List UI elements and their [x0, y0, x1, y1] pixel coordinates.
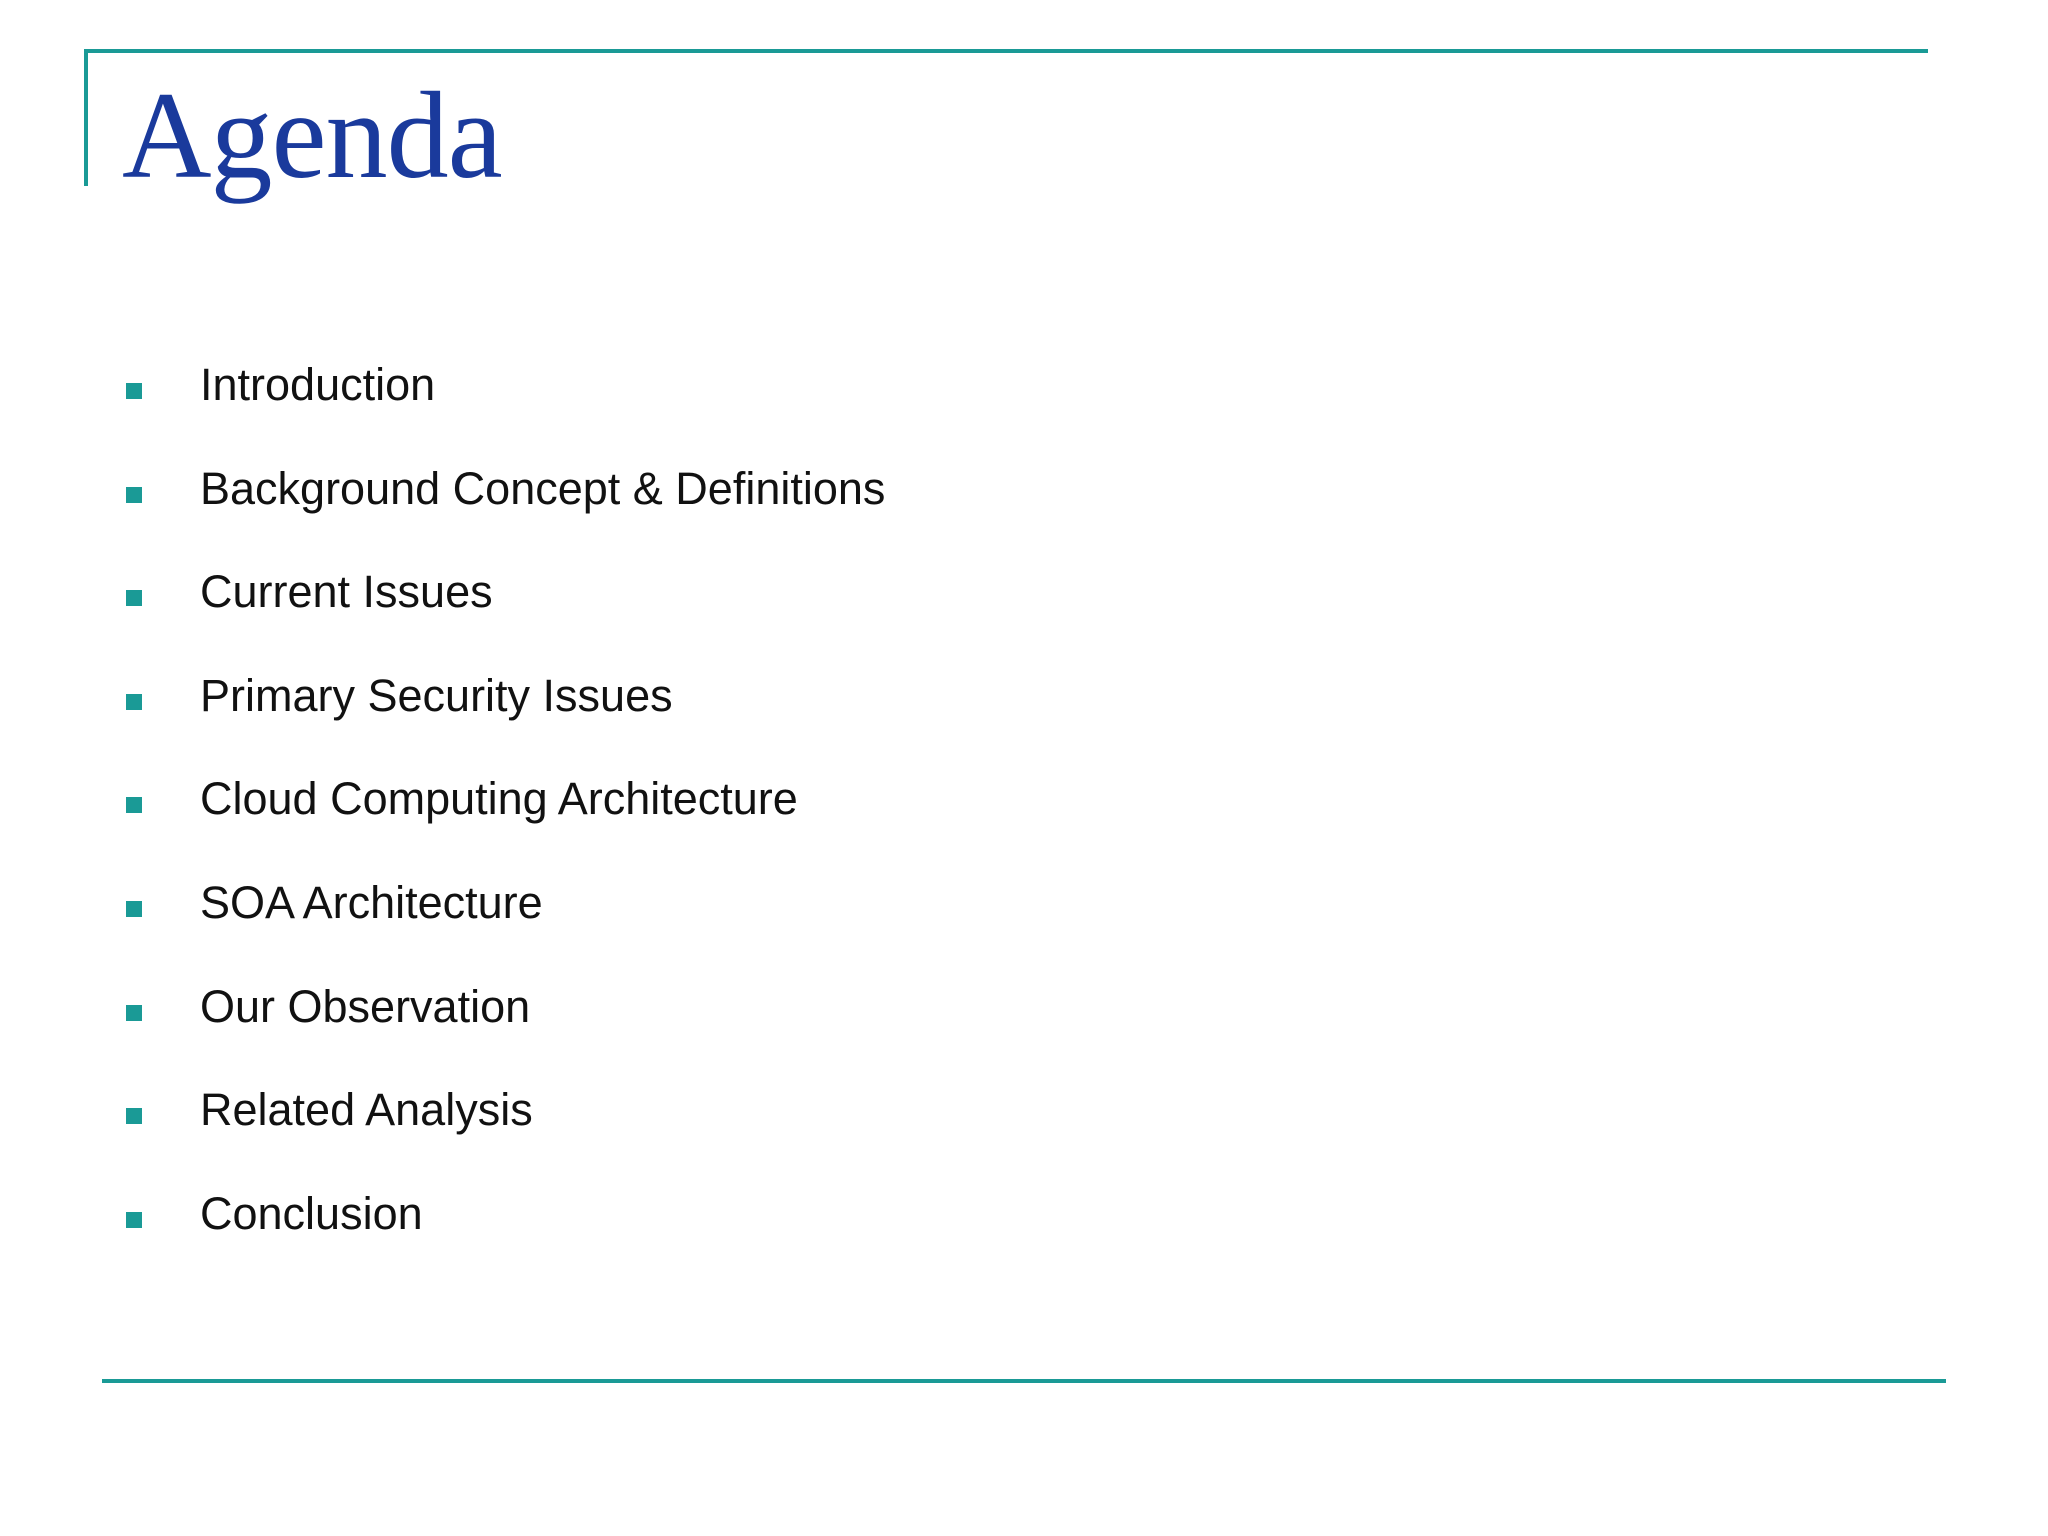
- agenda-item-label: Related Analysis: [200, 1084, 533, 1136]
- square-bullet-icon: [126, 487, 142, 503]
- square-bullet-icon: [126, 383, 142, 399]
- square-bullet-icon: [126, 1005, 142, 1021]
- agenda-item-label: Current Issues: [200, 566, 493, 618]
- square-bullet-icon: [126, 797, 142, 813]
- agenda-item-label: SOA Architecture: [200, 876, 543, 928]
- agenda-item-label: Our Observation: [200, 980, 531, 1032]
- agenda-item-label: Primary Security Issues: [200, 669, 673, 721]
- bottom-rule: [102, 1379, 1946, 1383]
- left-rule: [84, 49, 88, 186]
- agenda-item-label: Introduction: [200, 359, 436, 410]
- agenda-item-label: Conclusion: [200, 1187, 423, 1239]
- slide-title: Agenda: [122, 67, 502, 204]
- agenda-item-label: Cloud Computing Architecture: [200, 773, 798, 825]
- agenda-item-label: Background Concept & Definitions: [200, 462, 886, 514]
- square-bullet-icon: [126, 901, 142, 917]
- top-rule: [84, 49, 1928, 53]
- square-bullet-icon: [126, 1108, 142, 1124]
- square-bullet-icon: [126, 694, 142, 710]
- square-bullet-icon: [126, 1212, 142, 1228]
- square-bullet-icon: [126, 590, 142, 606]
